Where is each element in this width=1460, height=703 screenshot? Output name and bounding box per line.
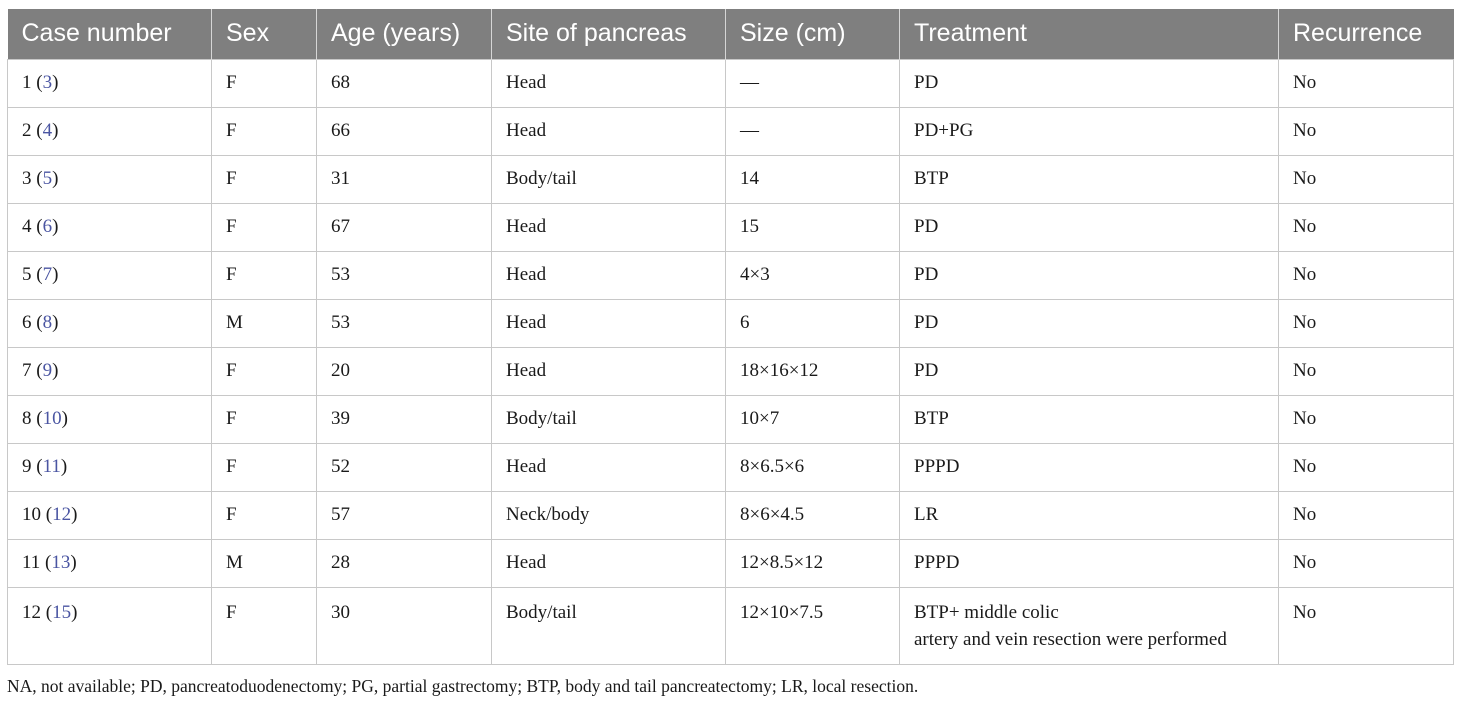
recurrence-cell: No (1279, 155, 1454, 203)
age-cell: 66 (317, 107, 492, 155)
case-number: 6 (22, 312, 32, 333)
case-number-cell: 12 (15) (8, 587, 212, 664)
case-number: 7 (22, 360, 32, 381)
size-cell: 8×6×4.5 (726, 491, 900, 539)
table-row (8, 155, 1454, 203)
recurrence-cell: No (1279, 59, 1454, 107)
age-cell: 30 (317, 587, 492, 664)
col-header-recurrence: Recurrence (1279, 9, 1454, 59)
table-row (8, 203, 1454, 251)
col-header-sex: Sex (212, 9, 317, 59)
reference-link[interactable]: 6 (42, 216, 53, 237)
col-header-age: Age (years) (317, 9, 492, 59)
size-cell: — (726, 59, 900, 107)
sex-cell: F (212, 155, 317, 203)
recurrence-cell: No (1279, 107, 1454, 155)
treatment-cell: LR (900, 491, 1279, 539)
table-row (8, 107, 1454, 155)
case-number-cell: 6 (8) (8, 299, 212, 347)
case-number: 2 (22, 120, 32, 141)
site-cell: Head (492, 59, 726, 107)
size-cell: 12×10×7.5 (726, 587, 900, 664)
reference-link[interactable]: 10 (42, 408, 62, 429)
table-row (8, 299, 1454, 347)
size-cell: 6 (726, 299, 900, 347)
col-header-case-number: Case number (21, 19, 172, 48)
recurrence-cell: No (1279, 203, 1454, 251)
site-cell: Head (492, 299, 726, 347)
age-cell: 31 (317, 155, 492, 203)
reference-link[interactable]: 15 (52, 601, 72, 623)
table-row (8, 59, 1454, 107)
recurrence-cell: No (1279, 347, 1454, 395)
age-cell: 20 (317, 347, 492, 395)
treatment-cell: PPPD (900, 539, 1279, 587)
age-cell: 52 (317, 443, 492, 491)
recurrence-cell: No (1279, 491, 1454, 539)
size-cell: 18×16×12 (726, 347, 900, 395)
case-number: 4 (22, 216, 32, 237)
sex-cell: F (212, 443, 317, 491)
sex-cell: F (212, 491, 317, 539)
treatment-cell (900, 587, 1279, 664)
table-footnote: NA, not available; PD, pancreatoduodenectomy; PG, partial gastrectomy; BTP, body and tail pancreatectomy; LR, local resection. (7, 676, 919, 696)
case-table (7, 9, 1454, 665)
case-number-cell: 7 (9) (8, 347, 212, 395)
case-number: 10 (22, 504, 41, 525)
sex-cell: M (212, 539, 317, 587)
case-number-cell: 9 (11) (8, 443, 212, 491)
sex-cell: F (212, 587, 317, 664)
case-number: 5 (22, 264, 32, 285)
site-cell: Body/tail (492, 587, 726, 664)
treatment-cell: PD (900, 299, 1279, 347)
table-row (8, 491, 1454, 539)
case-number: 1 (22, 72, 32, 93)
case-number-cell: 1 (3) (8, 59, 212, 107)
case-number: 3 (22, 168, 32, 189)
case-number: 9 (22, 456, 32, 477)
site-cell: Head (492, 347, 726, 395)
case-number-cell: 5 (7) (8, 251, 212, 299)
reference-link[interactable]: 11 (42, 456, 61, 477)
col-header-size: Size (cm) (726, 9, 900, 59)
site-cell: Body/tail (492, 155, 726, 203)
reference-link[interactable]: 5 (42, 168, 53, 189)
sex-cell: F (212, 203, 317, 251)
header-row (8, 9, 1454, 59)
age-cell: 28 (317, 539, 492, 587)
sex-cell: F (212, 395, 317, 443)
case-number-cell: 8 (10) (8, 395, 212, 443)
size-cell: 12×8.5×12 (726, 539, 900, 587)
col-header-treatment: Treatment (900, 9, 1279, 59)
reference-link[interactable]: 13 (51, 552, 71, 573)
case-number-cell: 2 (4) (8, 107, 212, 155)
sex-cell: F (212, 347, 317, 395)
size-cell: 4×3 (726, 251, 900, 299)
table-row (8, 539, 1454, 587)
recurrence-cell: No (1279, 587, 1454, 664)
site-cell: Head (492, 203, 726, 251)
age-cell: 57 (317, 491, 492, 539)
treatment-cell: PPPD (900, 443, 1279, 491)
case-number: 8 (22, 408, 32, 429)
sex-cell: F (212, 107, 317, 155)
size-cell: 10×7 (726, 395, 900, 443)
reference-link[interactable]: 12 (52, 504, 72, 525)
case-number-cell: 11 (13) (8, 539, 212, 587)
table-row (8, 587, 1454, 664)
table-row (8, 251, 1454, 299)
table-row (8, 395, 1454, 443)
site-cell: Body/tail (492, 395, 726, 443)
recurrence-cell: No (1279, 395, 1454, 443)
treatment-cell: PD (900, 203, 1279, 251)
case-number-cell: 10 (12) (8, 491, 212, 539)
reference-link[interactable]: 9 (42, 360, 53, 381)
site-cell: Head (492, 443, 726, 491)
age-cell: 68 (317, 59, 492, 107)
treatment-line: artery and vein resection were performed (914, 628, 1227, 650)
size-cell: 15 (726, 203, 900, 251)
reference-link[interactable]: 4 (42, 120, 53, 141)
sex-cell: F (212, 251, 317, 299)
treatment-cell: PD (900, 59, 1279, 107)
age-cell: 39 (317, 395, 492, 443)
case-number: 11 (22, 552, 41, 573)
treatment-cell: PD+PG (900, 107, 1279, 155)
treatment-line: BTP+ middle colic (914, 601, 1059, 623)
recurrence-cell: No (1279, 443, 1454, 491)
case-number-cell: 3 (5) (8, 155, 212, 203)
reference-link[interactable]: 7 (42, 264, 53, 285)
treatment-cell: PD (900, 251, 1279, 299)
site-cell: Head (492, 251, 726, 299)
col-header-site: Site of pancreas (492, 9, 726, 59)
age-cell: 53 (317, 251, 492, 299)
size-cell: — (726, 107, 900, 155)
treatment-cell: BTP (900, 395, 1279, 443)
case-number: 12 (22, 601, 41, 623)
treatment-cell: BTP (900, 155, 1279, 203)
table-row (8, 443, 1454, 491)
case-number-cell: 4 (6) (8, 203, 212, 251)
sex-cell: F (212, 59, 317, 107)
table-container (7, 9, 1453, 665)
size-cell: 8×6.5×6 (726, 443, 900, 491)
age-cell: 67 (317, 203, 492, 251)
site-cell: Head (492, 107, 726, 155)
site-cell: Neck/body (492, 491, 726, 539)
recurrence-cell: No (1279, 251, 1454, 299)
table-row (8, 347, 1454, 395)
sex-cell: M (212, 299, 317, 347)
size-cell: 14 (726, 155, 900, 203)
reference-link[interactable]: 3 (42, 72, 53, 93)
recurrence-cell: No (1279, 299, 1454, 347)
age-cell: 53 (317, 299, 492, 347)
reference-link[interactable]: 8 (42, 312, 53, 333)
recurrence-cell: No (1279, 539, 1454, 587)
site-cell: Head (492, 539, 726, 587)
treatment-cell: PD (900, 347, 1279, 395)
